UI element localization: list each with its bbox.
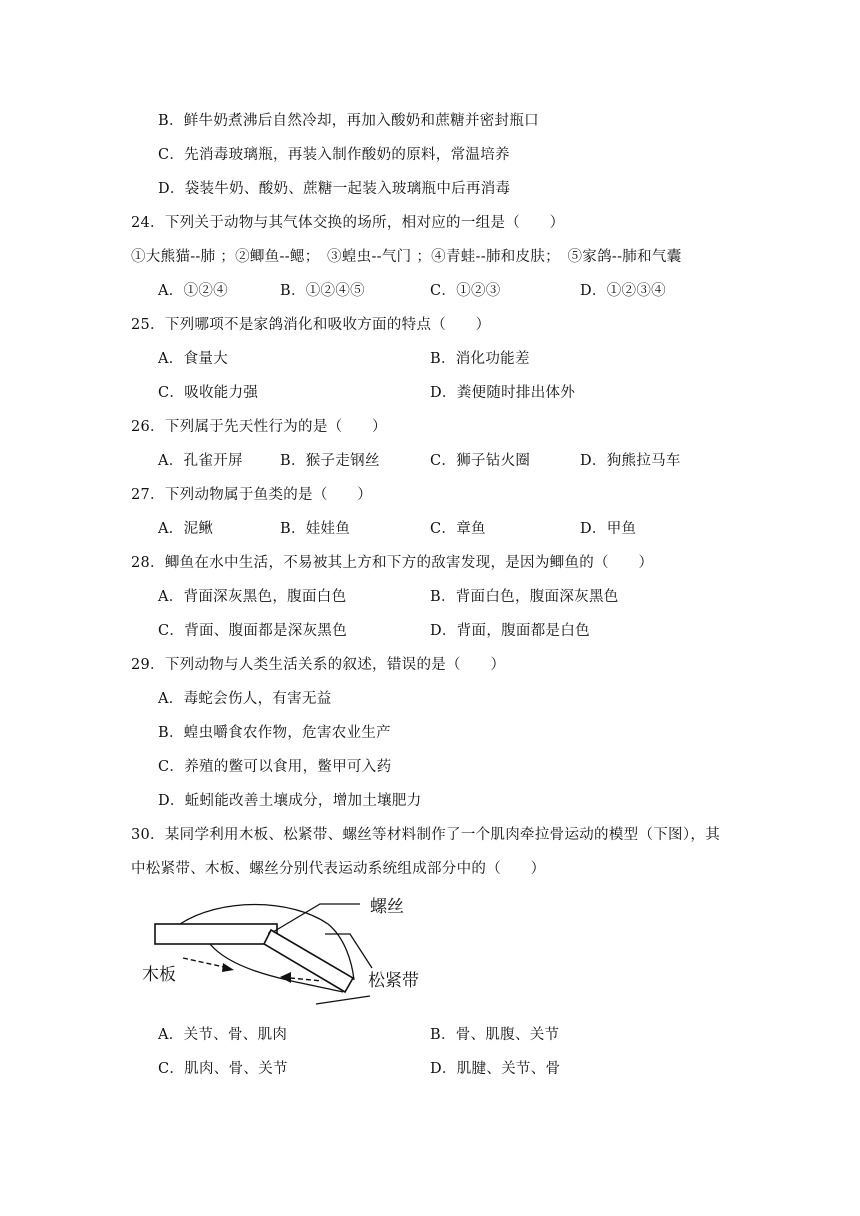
q26-stem: 26．下列属于先天性行为的是（ ） bbox=[131, 419, 387, 435]
q29-option-c: C．养殖的鳖可以食用，鳖甲可入药 bbox=[158, 759, 392, 775]
q25-option-b: B．消化功能差 bbox=[430, 351, 530, 367]
q24-option-b: B．①②④⑤ bbox=[280, 283, 365, 299]
q30-stem-line2: 中松紧带、木板、螺丝分别代表运动系统组成部分中的（ ） bbox=[131, 861, 546, 877]
muscle-model-figure bbox=[140, 888, 450, 1006]
q26-option-a: A．孔雀开屏 bbox=[158, 453, 243, 469]
board-rect bbox=[155, 924, 277, 944]
q29-option-a: A．毒蛇会伤人，有害无益 bbox=[158, 691, 332, 707]
q28-stem: 28．鲫鱼在水中生活，不易被其上方和下方的敌害发现，是因为鲫鱼的（ ） bbox=[131, 555, 654, 571]
q27-option-c: C．章鱼 bbox=[430, 521, 486, 537]
dashed-arrow-left bbox=[183, 958, 224, 967]
q29-stem: 29．下列动物与人类生活关系的叙述，错误的是（ ） bbox=[131, 657, 506, 673]
q23-option-c: C．先消毒玻璃瓶，再装入制作酸奶的原料，常温培养 bbox=[158, 147, 510, 163]
dashed-arrow-middle bbox=[290, 978, 322, 981]
q26-option-c: C．狮子钻火圈 bbox=[430, 453, 531, 469]
q25-option-d: D．粪便随时排出体外 bbox=[430, 385, 576, 401]
q28-option-a: A．背面深灰黑色，腹面白色 bbox=[158, 589, 347, 605]
q24-option-d: D．①②③④ bbox=[580, 283, 666, 299]
q30-option-b: B．骨、肌腹、关节 bbox=[430, 1027, 560, 1043]
label-band: 松紧带 bbox=[368, 971, 419, 991]
q28-option-d: D．背面，腹面都是白色 bbox=[430, 623, 590, 639]
second-board bbox=[264, 930, 353, 992]
q30-option-a: A．关节、骨、肌肉 bbox=[158, 1027, 288, 1043]
q25-option-c: C．吸收能力强 bbox=[158, 385, 259, 401]
arrow-head-left bbox=[222, 963, 234, 972]
q30-option-c: C．肌肉、骨、关节 bbox=[158, 1061, 288, 1077]
q27-option-a: A．泥鳅 bbox=[158, 521, 214, 537]
q27-option-d: D．甲鱼 bbox=[580, 521, 637, 537]
q29-option-d: D．蚯蚓能改善土壤成分，增加土壤肥力 bbox=[158, 793, 422, 809]
arrow-head-middle bbox=[280, 972, 291, 983]
label-screw: 螺丝 bbox=[370, 897, 404, 917]
q30-option-d: D．肌腱、关节、骨 bbox=[430, 1061, 561, 1077]
q24-option-a: A．①②④ bbox=[158, 283, 228, 299]
q23-option-d: D．袋装牛奶、酸奶、蔗糖一起装入玻璃瓶中后再消毒 bbox=[158, 181, 511, 197]
q27-stem: 27．下列动物属于鱼类的是（ ） bbox=[131, 487, 373, 503]
q28-option-c: C．背面、腹面都是深灰黑色 bbox=[158, 623, 347, 639]
q24-stem: 24．下列关于动物与其气体交换的场所，相对应的一组是（ ） bbox=[131, 215, 565, 231]
q25-stem: 25．下列哪项不是家鸽消化和吸收方面的特点（ ） bbox=[131, 317, 491, 333]
q30-stem-line1: 30．某同学利用木板、松紧带、螺丝等材料制作了一个肌肉牵拉骨运动的模型（下图），其 bbox=[131, 827, 720, 843]
q23-option-b: B．鲜牛奶煮沸后自然冷却，再加入酸奶和蔗糖并密封瓶口 bbox=[158, 113, 539, 129]
q24-option-c: C．①②③ bbox=[430, 283, 501, 299]
q26-option-d: D．狗熊拉马车 bbox=[580, 453, 681, 469]
q26-option-b: B．猴子走钢丝 bbox=[280, 453, 380, 469]
q28-option-b: B．背面白色，腹面深灰黑色 bbox=[430, 589, 619, 605]
q25-option-a: A．食量大 bbox=[158, 351, 228, 367]
q29-option-b: B．蝗虫嚼食农作物，危害农业生产 bbox=[158, 725, 391, 741]
q27-option-b: B．娃娃鱼 bbox=[280, 521, 351, 537]
label-board: 木板 bbox=[142, 965, 176, 985]
q24-items: ①大熊猫--肺 ；②鲫鱼--鳃； ③蝗虫--气门 ；④青蛙--肺和皮肤； ⑤家鸽--肺和气囊 bbox=[131, 249, 682, 265]
